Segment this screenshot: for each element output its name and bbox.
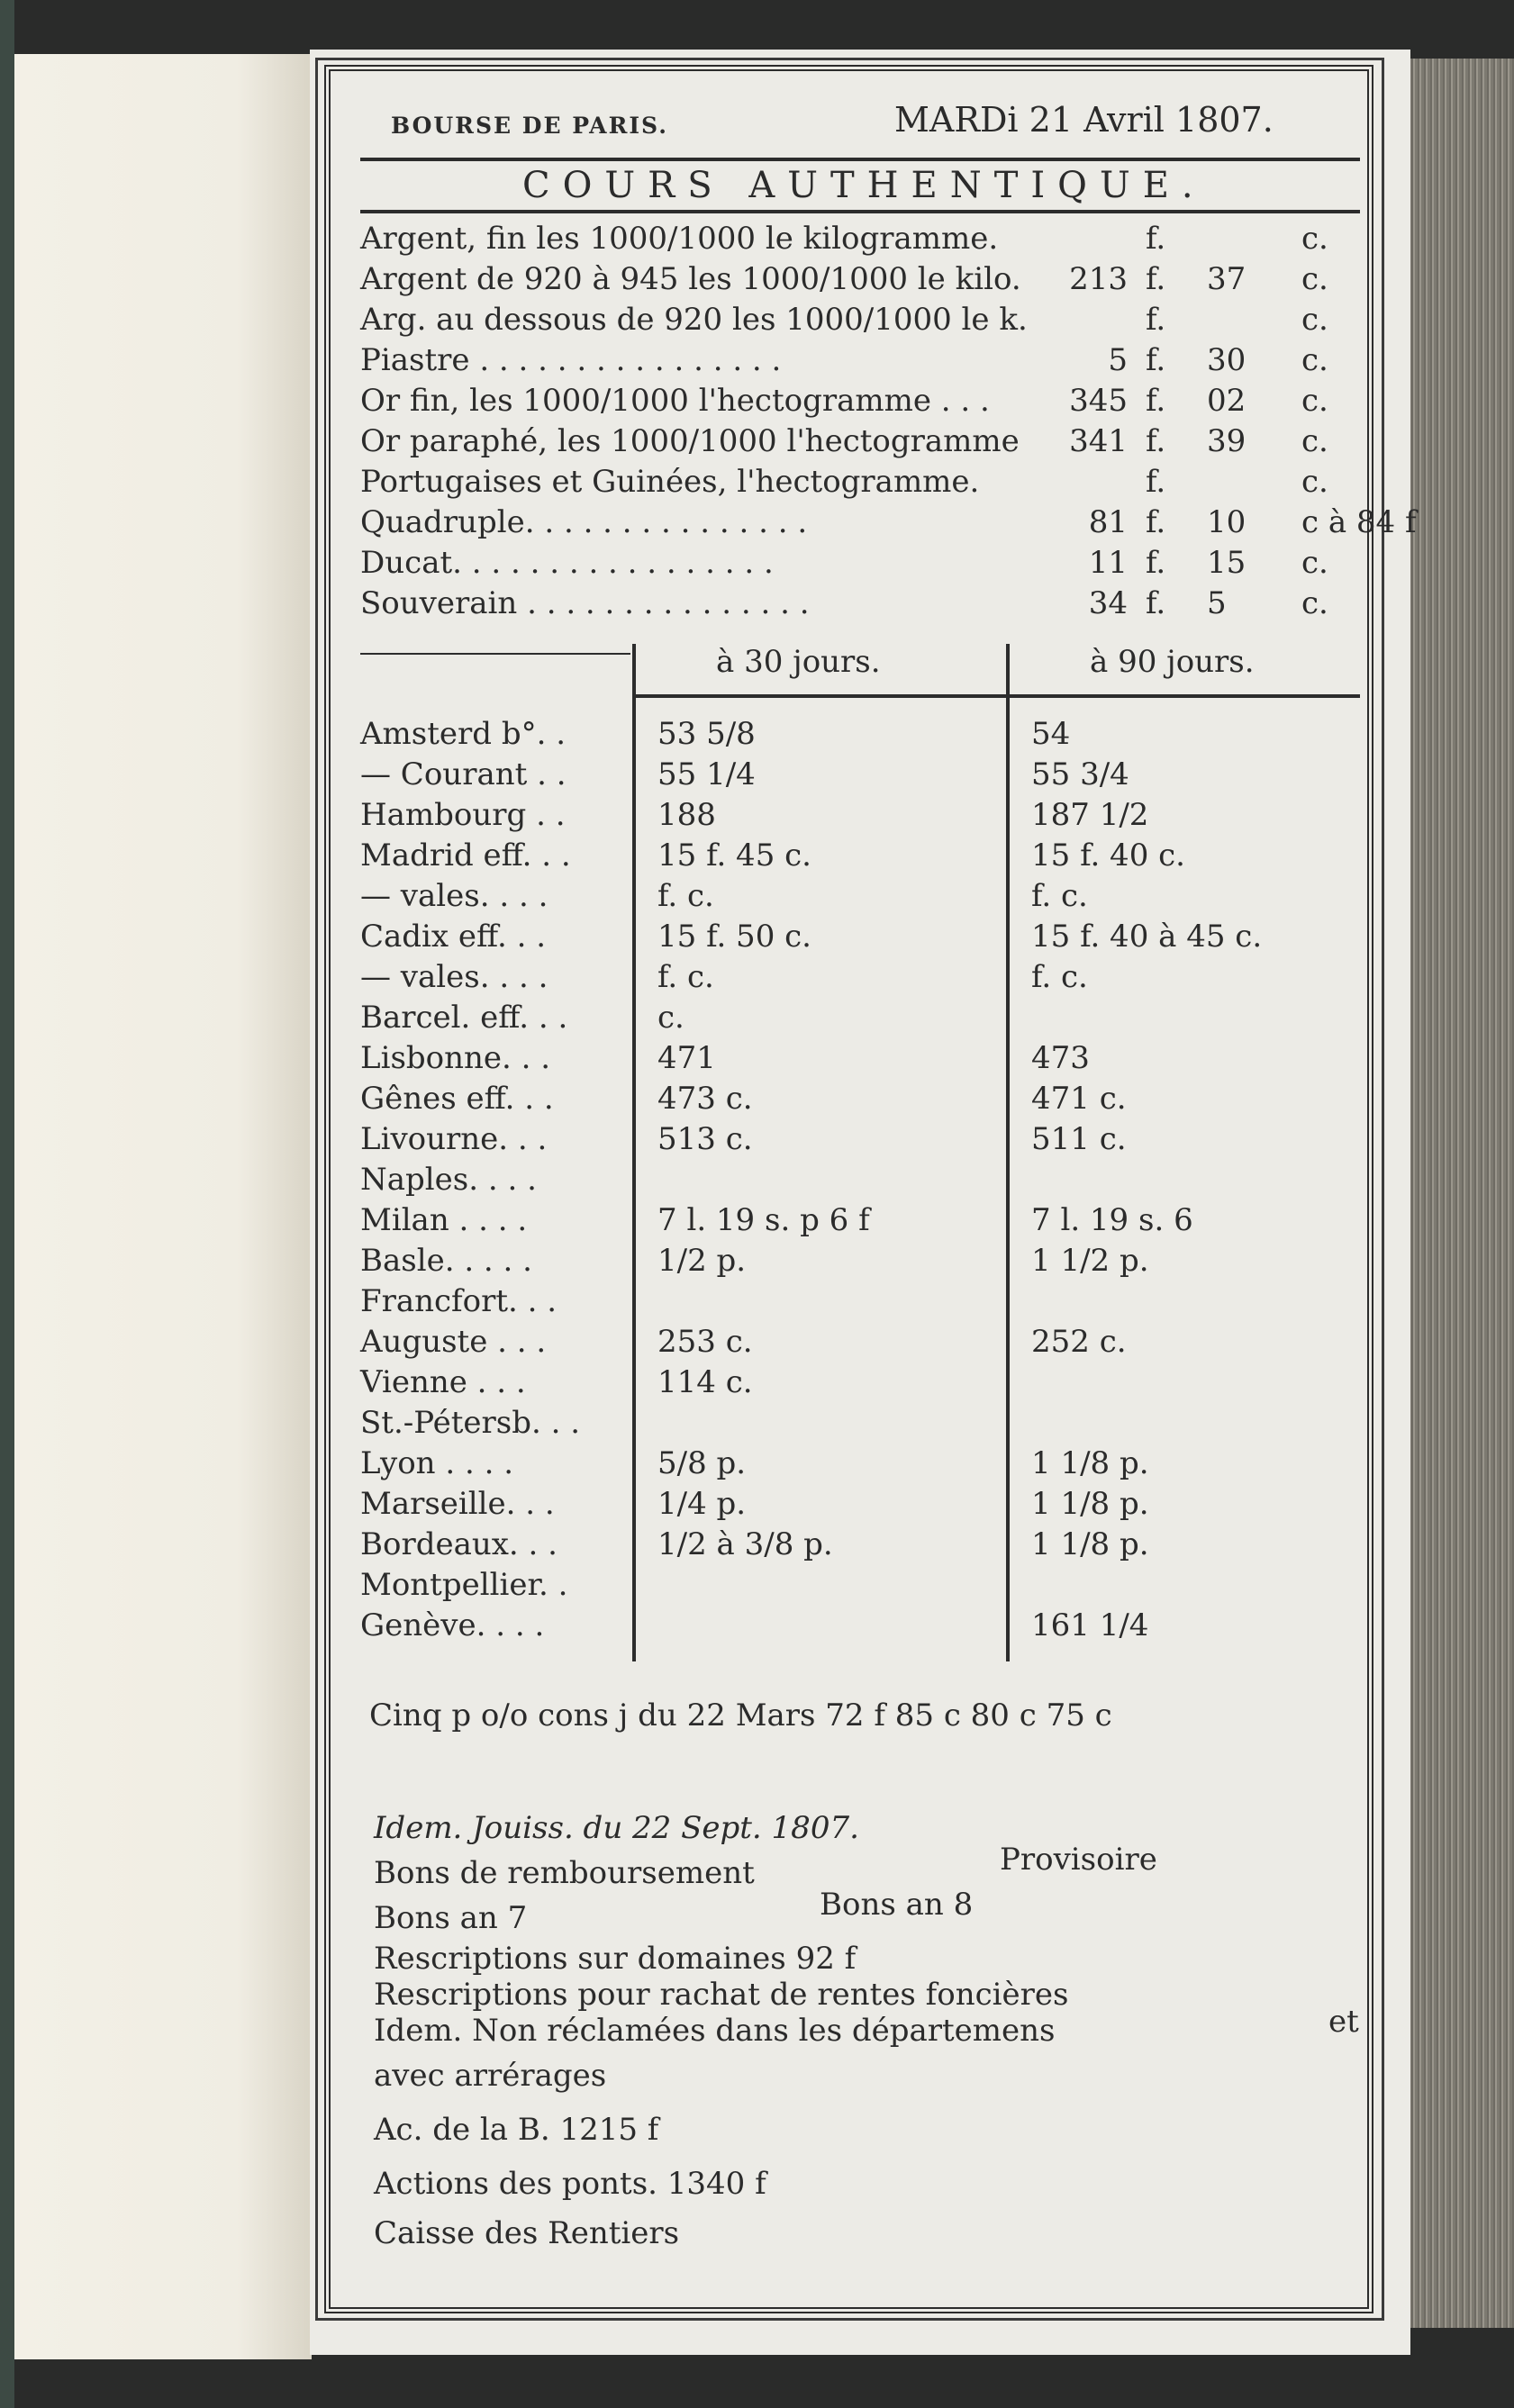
metal-centime-unit: c. bbox=[1301, 545, 1328, 581]
rate-30-days: 1/2 à 3/8 p. bbox=[657, 1526, 833, 1562]
metal-centimes: 5 bbox=[1207, 585, 1227, 621]
metal-centimes: 15 bbox=[1207, 545, 1247, 581]
rate-90-days: f. c. bbox=[1031, 878, 1088, 914]
exchange-city: Auguste . . . bbox=[360, 1324, 547, 1360]
metal-label: Arg. au dessous de 920 les 1000/1000 le k. bbox=[360, 302, 1028, 338]
rate-90-days: 511 c. bbox=[1031, 1121, 1127, 1157]
avec-arrerages: avec arrérages bbox=[374, 2058, 607, 2094]
header-title: BOURSE DE PARIS. bbox=[391, 113, 668, 139]
metal-label: Argent de 920 à 945 les 1000/1000 le kilo. bbox=[360, 261, 1021, 297]
exchange-city: — vales. . . . bbox=[360, 959, 548, 995]
rate-90-days: 15 f. 40 à 45 c. bbox=[1031, 919, 1263, 955]
metal-centimes: 02 bbox=[1207, 383, 1247, 419]
rate-90-days: 252 c. bbox=[1031, 1324, 1127, 1360]
exchange-city: Vienne . . . bbox=[360, 1364, 526, 1400]
metal-label: Quadruple. . . . . . . . . . . . . . . bbox=[360, 504, 808, 540]
rate-30-days: 15 f. 50 c. bbox=[657, 919, 811, 955]
metal-centime-unit: c. bbox=[1301, 261, 1328, 297]
metal-amount: 341 bbox=[1069, 423, 1128, 459]
rate-30-days: 5/8 p. bbox=[657, 1445, 747, 1481]
rate-30-days: 55 1/4 bbox=[657, 756, 756, 792]
rate-30-days: c. bbox=[657, 1000, 684, 1036]
exchange-city: Marseille. . . bbox=[360, 1486, 555, 1522]
rate-90-days: 15 f. 40 c. bbox=[1031, 837, 1185, 874]
metal-centime-unit: c. bbox=[1301, 585, 1328, 621]
metal-franc-unit: f. bbox=[1146, 383, 1166, 419]
rate-30-days: 53 5/8 bbox=[657, 716, 756, 752]
exchange-city: Barcel. eff. . . bbox=[360, 1000, 568, 1036]
rate-30-days: 253 c. bbox=[657, 1324, 753, 1360]
cinq-pour-cent: Cinq p o/o cons j du 22 Mars 72 f 85 c 80 c 75 c bbox=[369, 1697, 1112, 1734]
metal-franc-unit: f. bbox=[1146, 504, 1166, 540]
bons-remboursement: Bons de remboursement bbox=[374, 1855, 755, 1891]
metal-label: Ducat. . . . . . . . . . . . . . . . . bbox=[360, 545, 774, 581]
metal-amount: 5 bbox=[1108, 342, 1128, 378]
exchange-top-rule bbox=[360, 653, 630, 655]
metal-label: Portugaises et Guinées, l'hectogramme. bbox=[360, 464, 980, 500]
left-page bbox=[14, 54, 312, 2359]
footer-et: et bbox=[1328, 2004, 1359, 2040]
exchange-city: Montpellier. . bbox=[360, 1567, 568, 1603]
caisse-rentiers: Caisse des Rentiers bbox=[374, 2215, 680, 2251]
rate-30-days: f. c. bbox=[657, 878, 714, 914]
rescriptions-domaines: Rescriptions sur domaines 92 f bbox=[374, 1941, 857, 1977]
rate-90-days: 55 3/4 bbox=[1031, 756, 1129, 792]
book-spine bbox=[0, 0, 14, 2408]
provisoire: Provisoire bbox=[1000, 1842, 1157, 1878]
exchange-city: Naples. . . . bbox=[360, 1162, 537, 1198]
metal-centimes: 39 bbox=[1207, 423, 1247, 459]
exchange-city: Lyon . . . . bbox=[360, 1445, 514, 1481]
idem-non-reclamees: Idem. Non réclamées dans les départemens bbox=[374, 2013, 1056, 2049]
rate-30-days: 7 l. 19 s. p 6 f bbox=[657, 1202, 870, 1238]
rate-90-days: 187 1/2 bbox=[1031, 797, 1149, 833]
rate-30-days: 15 f. 45 c. bbox=[657, 837, 811, 874]
metal-franc-unit: f. bbox=[1146, 261, 1166, 297]
actions-ponts: Actions des ponts. 1340 f bbox=[374, 2166, 766, 2202]
metal-franc-unit: f. bbox=[1146, 423, 1166, 459]
exchange-city: — vales. . . . bbox=[360, 878, 548, 914]
header-rule bbox=[360, 158, 1360, 161]
exchange-header-rule bbox=[632, 694, 1360, 698]
rate-90-days: 161 1/4 bbox=[1031, 1607, 1149, 1643]
column-divider-left bbox=[632, 644, 636, 1661]
exchange-city: — Courant . . bbox=[360, 756, 567, 792]
rate-30-days: 188 bbox=[657, 797, 716, 833]
exchange-city: Milan . . . . bbox=[360, 1202, 528, 1238]
rate-90-days: 1 1/8 p. bbox=[1031, 1445, 1149, 1481]
metal-franc-unit: f. bbox=[1146, 585, 1166, 621]
rate-90-days: 1 1/8 p. bbox=[1031, 1486, 1149, 1522]
exchange-city: St.-Pétersb. . . bbox=[360, 1405, 581, 1441]
metal-franc-unit: f. bbox=[1146, 342, 1166, 378]
exchange-city: Francfort. . . bbox=[360, 1283, 558, 1319]
exchange-city: Lisbonne. . . bbox=[360, 1040, 551, 1076]
rate-90-days: f. c. bbox=[1031, 959, 1088, 995]
metal-centime-unit: c à 84 f bbox=[1301, 504, 1417, 540]
metal-centime-unit: c. bbox=[1301, 423, 1328, 459]
metal-label: Or fin, les 1000/1000 l'hectogramme . . . bbox=[360, 383, 990, 419]
header-date: MARDi 21 Avril 1807. bbox=[894, 100, 1274, 140]
metal-centime-unit: c. bbox=[1301, 383, 1328, 419]
rate-30-days: 1/4 p. bbox=[657, 1486, 747, 1522]
title-rule bbox=[360, 210, 1360, 213]
metal-amount: 213 bbox=[1069, 261, 1128, 297]
exchange-city: Cadix eff. . . bbox=[360, 919, 547, 955]
rate-90-days: 471 c. bbox=[1031, 1081, 1127, 1117]
metal-franc-unit: f. bbox=[1146, 464, 1166, 500]
metal-centimes: 30 bbox=[1207, 342, 1247, 378]
rate-90-days: 7 l. 19 s. 6 bbox=[1031, 1202, 1193, 1238]
rescriptions-rachat: Rescriptions pour rachat de rentes foncières bbox=[374, 1977, 1069, 2013]
bons-an-8: Bons an 8 bbox=[820, 1887, 974, 1923]
rate-30-days: 114 c. bbox=[657, 1364, 753, 1400]
rate-90-days: 473 bbox=[1031, 1040, 1090, 1076]
metal-franc-unit: f. bbox=[1146, 545, 1166, 581]
rate-30-days: 1/2 p. bbox=[657, 1243, 747, 1279]
exchange-city: Amsterd b°. . bbox=[360, 716, 567, 752]
exchange-city: Gênes eff. . . bbox=[360, 1081, 554, 1117]
section-title: COURS AUTHENTIQUE. bbox=[522, 165, 1206, 206]
rate-30-days: 473 c. bbox=[657, 1081, 753, 1117]
metal-amount: 11 bbox=[1088, 545, 1128, 581]
rate-90-days: 54 bbox=[1031, 716, 1071, 752]
metal-centime-unit: c. bbox=[1301, 302, 1328, 338]
column-divider-right bbox=[1006, 644, 1010, 1661]
rate-30-days: 471 bbox=[657, 1040, 716, 1076]
metal-amount: 34 bbox=[1088, 585, 1128, 621]
metal-amount: 81 bbox=[1088, 504, 1128, 540]
metal-franc-unit: f. bbox=[1146, 302, 1166, 338]
metal-label: Piastre . . . . . . . . . . . . . . . . bbox=[360, 342, 782, 378]
idem-jouissance: Idem. Jouiss. du 22 Sept. 1807. bbox=[374, 1810, 859, 1846]
bons-an-7: Bons an 7 bbox=[374, 1900, 528, 1936]
metal-label: Or paraphé, les 1000/1000 l'hectogramme bbox=[360, 423, 1020, 459]
actions-banque: Ac. de la B. 1215 f bbox=[374, 2112, 659, 2148]
exchange-city: Basle. . . . . bbox=[360, 1243, 532, 1279]
exchange-city: Livourne. . . bbox=[360, 1121, 548, 1157]
exchange-city: Genève. . . . bbox=[360, 1607, 545, 1643]
metal-centimes: 10 bbox=[1207, 504, 1247, 540]
metal-amount: 345 bbox=[1069, 383, 1128, 419]
exchange-city: Madrid eff. . . bbox=[360, 837, 571, 874]
header-30-jours: à 30 jours. bbox=[716, 644, 881, 680]
metal-centime-unit: c. bbox=[1301, 464, 1328, 500]
metal-label: Argent, fin les 1000/1000 le kilogramme. bbox=[360, 221, 999, 257]
metal-centimes: 37 bbox=[1207, 261, 1247, 297]
exchange-city: Hambourg . . bbox=[360, 797, 566, 833]
page-edges bbox=[1405, 59, 1514, 2328]
exchange-city: Bordeaux. . . bbox=[360, 1526, 558, 1562]
rate-30-days: 513 c. bbox=[657, 1121, 753, 1157]
metal-centime-unit: c. bbox=[1301, 221, 1328, 257]
rate-90-days: 1 1/2 p. bbox=[1031, 1243, 1149, 1279]
metal-centime-unit: c. bbox=[1301, 342, 1328, 378]
metal-franc-unit: f. bbox=[1146, 221, 1166, 257]
header-90-jours: à 90 jours. bbox=[1090, 644, 1255, 680]
metal-label: Souverain . . . . . . . . . . . . . . . bbox=[360, 585, 810, 621]
rate-30-days: f. c. bbox=[657, 959, 714, 995]
rate-90-days: 1 1/8 p. bbox=[1031, 1526, 1149, 1562]
